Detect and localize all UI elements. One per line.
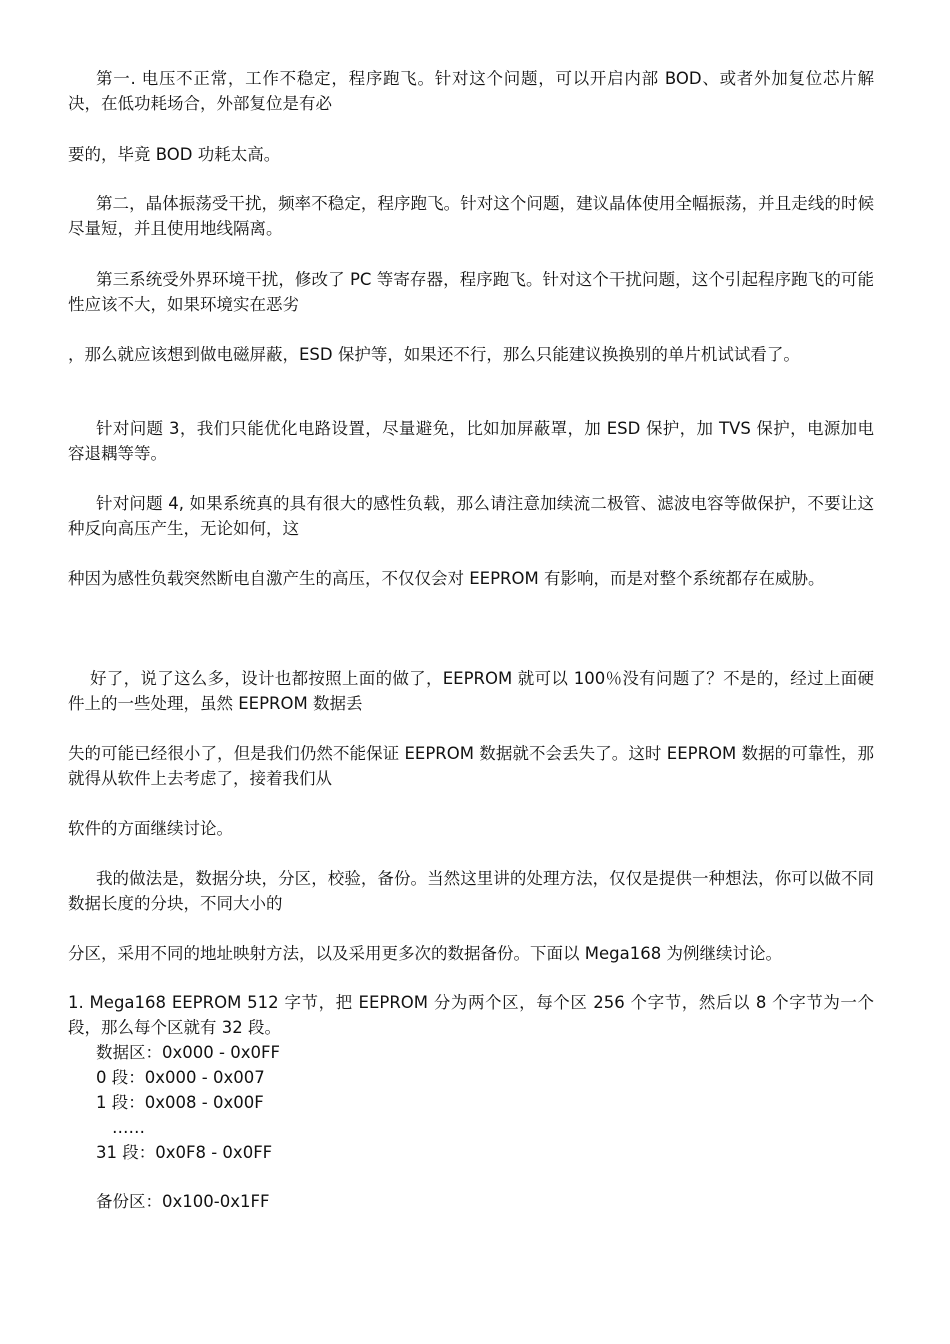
paragraph-summary-cont: 失的可能已经很小了，但是我们仍然不能保证 EEPROM 数据就不会丢失了。这时 EEPROM 数据的可靠性，那就得从软件上去考虑了，接着我们从: [68, 744, 874, 788]
paragraph-problem3: 针对问题 3，我们只能优化电路设置，尽量避免，比如加屏蔽罩，加 ESD 保护，加 TVS 保护，电源加电容退耦等等。: [68, 419, 874, 463]
segment-0-line: 0 段：0x000 - 0x007: [96, 1068, 265, 1087]
paragraph-problem4-cont: 种因为感性负载突然断电自激产生的高压，不仅仅会对 EEPROM 有影响，而是对整个系统都存在威胁。: [68, 569, 825, 588]
backup-area-line: 备份区：0x100-0x1FF: [96, 1192, 270, 1211]
paragraph-method-cont: 分区，采用不同的地址映射方法，以及采用更多次的数据备份。下面以 Mega168 为例继续讨论。: [68, 944, 782, 963]
paragraph-voltage-cont: 要的，毕竟 BOD 功耗太高。: [68, 145, 281, 164]
segment-1-line: 1 段：0x008 - 0x00F: [96, 1093, 264, 1112]
data-area-line: 数据区：0x000 - 0x0FF: [96, 1043, 280, 1062]
paragraph-environment-cont: ，那么就应该想到做电磁屏蔽，ESD 保护等，如果还不行，那么只能建议换换别的单片机试试看了。: [68, 345, 800, 364]
paragraph-voltage: 第一. 电压不正常，工作不稳定，程序跑飞。针对这个问题，可以开启内部 BOD、或者外加复位芯片解决，在低功耗场合，外部复位是有必: [68, 69, 874, 113]
paragraph-method: 我的做法是，数据分块，分区，校验，备份。当然这里讲的处理方法，仅仅是提供一种想法，你可以做不同数据长度的分块，不同大小的: [68, 869, 874, 913]
paragraph-problem4: 针对问题 4, 如果系统真的具有很大的感性负载，那么请注意加续流二极管、滤波电容等做保护，不要让这种反向高压产生，无论如何，这: [68, 494, 874, 538]
ellipsis-line: ……: [112, 1118, 145, 1137]
paragraph-summary: 好了，说了这么多，设计也都按照上面的做了，EEPROM 就可以 100％没有问题了？不是的，经过上面硬件上的一些处理，虽然 EEPROM 数据丢: [68, 669, 874, 713]
paragraph-software: 软件的方面继续讨论。: [68, 819, 233, 838]
segment-31-line: 31 段：0x0F8 - 0x0FF: [96, 1143, 273, 1162]
paragraph-mega168: 1. Mega168 EEPROM 512 字节，把 EEPROM 分为两个区，每个区 256 个字节，然后以 8 个字节为一个段，那么每个区就有 32 段。: [68, 993, 874, 1037]
paragraph-environment: 第三系统受外界环境干扰，修改了 PC 等寄存器，程序跑飞。针对这个干扰问题，这个引起程序跑飞的可能性应该不大，如果环境实在恶劣: [68, 270, 874, 314]
paragraph-crystal: 第二，晶体振荡受干扰，频率不稳定，程序跑飞。针对这个问题，建议晶体使用全幅振荡，并且走线的时候尽量短，并且使用地线隔离。: [68, 194, 874, 238]
